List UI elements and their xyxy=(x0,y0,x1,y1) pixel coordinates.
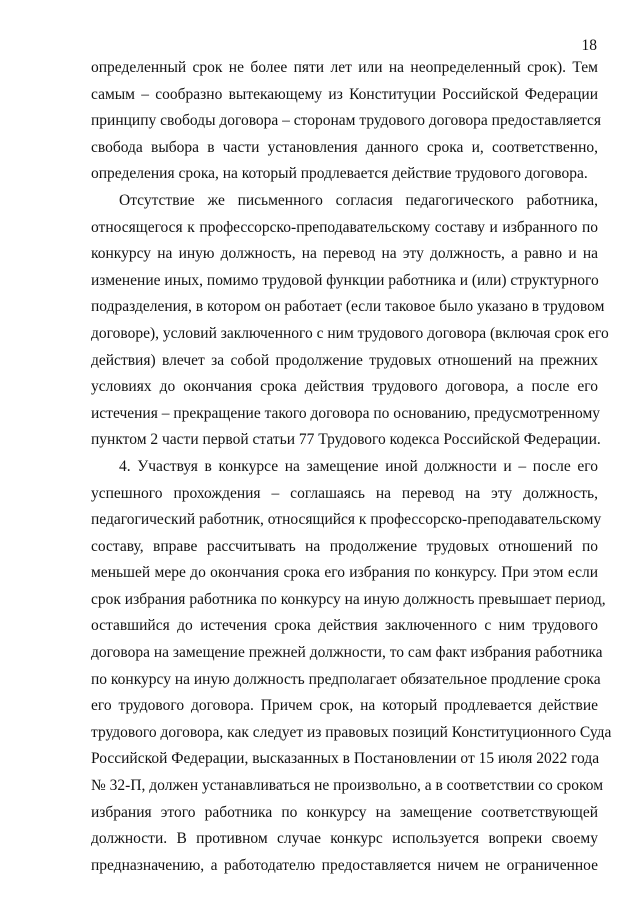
text-line: составу, вправе рассчитывать на продолжение трудовых отношений по xyxy=(91,537,598,555)
text-line: 4. Участвуя в конкурсе на замещение иной должности и – после его xyxy=(119,457,598,475)
text-line: по конкурсу на иную должность предполагает обязательное продление срока xyxy=(91,670,601,688)
page-number: 18 xyxy=(581,37,597,54)
text-line: определения срока, на который продлевается действие трудового договора. xyxy=(91,165,588,183)
text-line: Российской Федерации, высказанных в Постановлении от 15 июля 2022 года xyxy=(91,750,600,768)
text-line: пунктом 2 части первой статьи 77 Трудового кодекса Российской Федерации. xyxy=(91,431,601,449)
text-line: самым – сообразно вытекающему из Конституции Российской Федерации xyxy=(91,85,598,103)
text-line: трудового договора, как следует из правовых позиций Конституционного Суда xyxy=(91,723,612,741)
text-line: истечения – прекращение такого договора по основанию, предусмотренному xyxy=(91,404,601,422)
paragraph xyxy=(91,188,609,454)
text-line: Отсутствие же письменного согласия педагогического работника, xyxy=(119,191,598,209)
text-line: принципу свободы договора – сторонам трудового договора предоставляется xyxy=(91,112,601,130)
paragraph xyxy=(91,55,601,188)
text-line: свобода выбора в части установления данного срока и, соответственно, xyxy=(91,138,598,156)
text-line: определенный срок не более пяти лет или на неопределенный срок). Тем xyxy=(91,59,598,76)
text-line: условиях до окончания срока действия трудового договора, а после его xyxy=(91,378,598,396)
text-line: изменение иных, помимо трудовой функции работника и (или) структурного xyxy=(91,271,599,289)
text-line: должности. В противном случае конкурс используется вопреки своему xyxy=(91,830,598,848)
text-line: избрания этого работника по конкурсу на замещение соответствующей xyxy=(91,803,598,821)
text-line: предназначению, а работодателю предоставляется ничем не ограниченное xyxy=(91,856,598,874)
text-line: № 32-П, должен устанавливаться не произвольно, а в соответствии со сроком xyxy=(91,777,604,795)
text-line: относящегося к профессорско-преподавательскому составу и избранного по xyxy=(91,218,598,236)
text-line: договоре), условий заключенного с ним трудового договора (включая срок его xyxy=(91,324,609,342)
text-line: подразделения, в котором он работает (если таковое было указано в трудовом xyxy=(91,298,605,316)
text-line: успешного прохождения – соглашаясь на перевод на эту должность, xyxy=(91,484,598,502)
text-line: педагогический работник, относящийся к профессорско-преподавательскому xyxy=(91,511,602,529)
text-line: оставшийся до истечения срока действия заключенного с ним трудового xyxy=(91,617,598,635)
text-line: конкурсу на иную должность, на перевод на эту должность, а равно и на xyxy=(91,245,598,263)
text-line: договора на замещение прежней должности, то сам факт избрания работника xyxy=(91,644,603,662)
text-line: его трудового договора. Причем срок, на который продлевается действие xyxy=(91,697,598,715)
document-body xyxy=(91,55,612,879)
text-line: действия) влечет за собой продолжение трудовых отношений на прежних xyxy=(91,351,598,369)
text-line: меньшей мере до окончания срока его избрания по конкурсу. При этом если xyxy=(91,564,598,582)
text-line: срок избрания работника по конкурсу на иную должность превышает период, xyxy=(91,590,606,608)
paragraph xyxy=(91,454,612,880)
